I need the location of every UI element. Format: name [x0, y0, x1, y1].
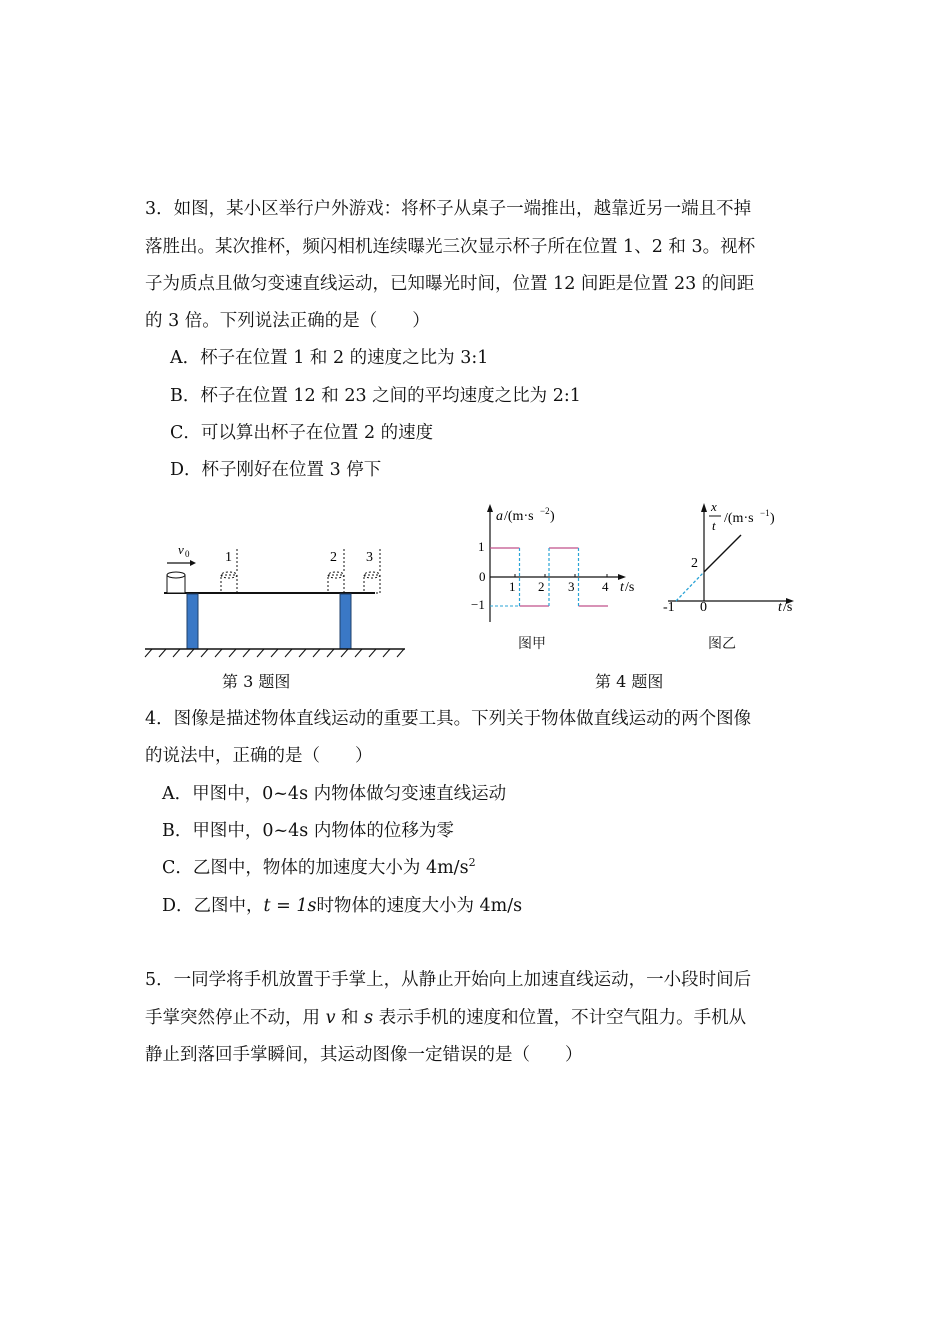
jia-x-label-unit: /s — [625, 580, 635, 595]
graph-yi-caption: 图乙 — [708, 636, 736, 652]
q5-line-2 — [145, 1006, 746, 1030]
yi-origin: 0 — [700, 600, 707, 615]
q4-line-2: 的说法中，正确的是（ ） — [145, 746, 373, 766]
yi-y-exp: −1 — [760, 508, 770, 518]
jia-x-tick-4: 4 — [602, 579, 609, 594]
table-leg-right — [340, 594, 351, 649]
yi-line-solid — [704, 535, 741, 572]
q4-option-c-sup: 2 — [468, 856, 476, 870]
q5-line-1: 5．一同学将手机放置于手掌上，从静止开始向上加速直线运动，一小段时间后 — [145, 970, 752, 990]
v0-label: v — [178, 542, 184, 557]
cup-start — [167, 572, 185, 593]
q4-option-d-suffix: 时物体的速度大小为 4m/s — [316, 896, 523, 916]
q4-option-d-prefix: D．乙图中， — [162, 896, 264, 916]
yi-extrapolation-dashed — [676, 572, 704, 601]
position-3-label: 3 — [366, 550, 373, 565]
q5-line-2-v: v — [325, 1008, 336, 1028]
q4-option-d — [162, 894, 522, 918]
q5-line-2-s: s — [364, 1008, 374, 1028]
jia-x-label-var: t — [620, 580, 624, 595]
q4-option-a: A．甲图中，0~4s 内物体做匀变速直线运动 — [162, 784, 507, 804]
q3-line-4: 的 3 倍。下列说法正确的是（ ） — [145, 311, 430, 331]
position-1-label: 1 — [225, 550, 232, 565]
q3-figure-caption: 第 3 题图 — [222, 672, 291, 691]
q3-line-1: 3．如图，某小区举行户外游戏：将杯子从桌子一端推出，越靠近另一端且不掉 — [145, 199, 752, 219]
position-2-label: 2 — [330, 550, 337, 565]
jia-y-tick-neg1: −1 — [471, 597, 485, 612]
table-leg-left — [187, 594, 198, 649]
q3-option-c: C．可以算出杯子在位置 2 的速度 — [170, 423, 434, 443]
jia-y-label-close: ) — [550, 509, 555, 524]
q5-line-3: 静止到落回手掌瞬间，其运动图像一定错误的是（ ） — [145, 1045, 583, 1065]
v0-arrowhead — [190, 560, 196, 566]
jia-y-tick-1: 1 — [478, 539, 485, 554]
jia-y-label-exp: −2 — [540, 506, 550, 516]
graph-yi — [648, 495, 818, 630]
q3-option-a: A．杯子在位置 1 和 2 的速度之比为 3:1 — [170, 348, 489, 368]
q4-option-d-formula: t = 1s — [263, 896, 317, 916]
yi-x-label-unit: /s — [783, 600, 793, 615]
q4-option-c — [162, 856, 476, 880]
q4-option-c-text: C．乙图中，物体的加速度大小为 4m/s — [162, 858, 469, 878]
jia-x-tick-2: 2 — [538, 579, 545, 594]
ground-hatch — [145, 649, 405, 657]
q3-option-b: B．杯子在位置 12 和 23 之间的平均速度之比为 2:1 — [170, 386, 581, 406]
graph-jia-caption: 图甲 — [518, 636, 546, 652]
yi-x-label-var: t — [778, 600, 782, 615]
q3-option-d: D．杯子刚好在位置 3 停下 — [170, 460, 382, 480]
q5-line-2-a: 手掌突然停止不动，用 — [145, 1008, 326, 1028]
jia-y-label-var: a — [496, 509, 503, 524]
q3-line-3: 子为质点且做匀变速直线运动，已知曝光时间，位置 12 间距是位置 23 的间距 — [145, 274, 755, 294]
q5-line-2-b: 和 — [335, 1008, 365, 1028]
q4-line-1: 4．图像是描述物体直线运动的重要工具。下列关于物体做直线运动的两个图像 — [145, 709, 752, 729]
q3-line-2: 落胜出。某次推杯，频闪相机连续曝光三次显示杯子所在位置 1、2 和 3。视杯 — [145, 237, 756, 257]
yi-y-unit: /(m·s — [724, 511, 754, 526]
jia-y-label-unit: /(m·s — [504, 509, 534, 524]
graph-jia — [470, 500, 640, 630]
yi-frac-bottom: t — [712, 518, 716, 533]
jia-x-tick-3: 3 — [568, 579, 575, 594]
yi-frac-top: x — [711, 499, 717, 514]
q3-figure — [140, 535, 410, 665]
yi-intercept: 2 — [691, 556, 698, 571]
yi-x-neg1: -1 — [663, 600, 675, 615]
q4-figure-caption: 第 4 题图 — [595, 672, 664, 691]
q5-line-2-c: 表示手机的速度和位置，不计空气阻力。手机从 — [373, 1008, 747, 1028]
jia-x-tick-1: 1 — [509, 579, 516, 594]
jia-origin: 0 — [479, 569, 486, 584]
q4-option-b: B．甲图中，0~4s 内物体的位移为零 — [162, 821, 454, 841]
yi-y-close: ) — [770, 511, 775, 526]
v0-subscript: 0 — [185, 549, 190, 559]
